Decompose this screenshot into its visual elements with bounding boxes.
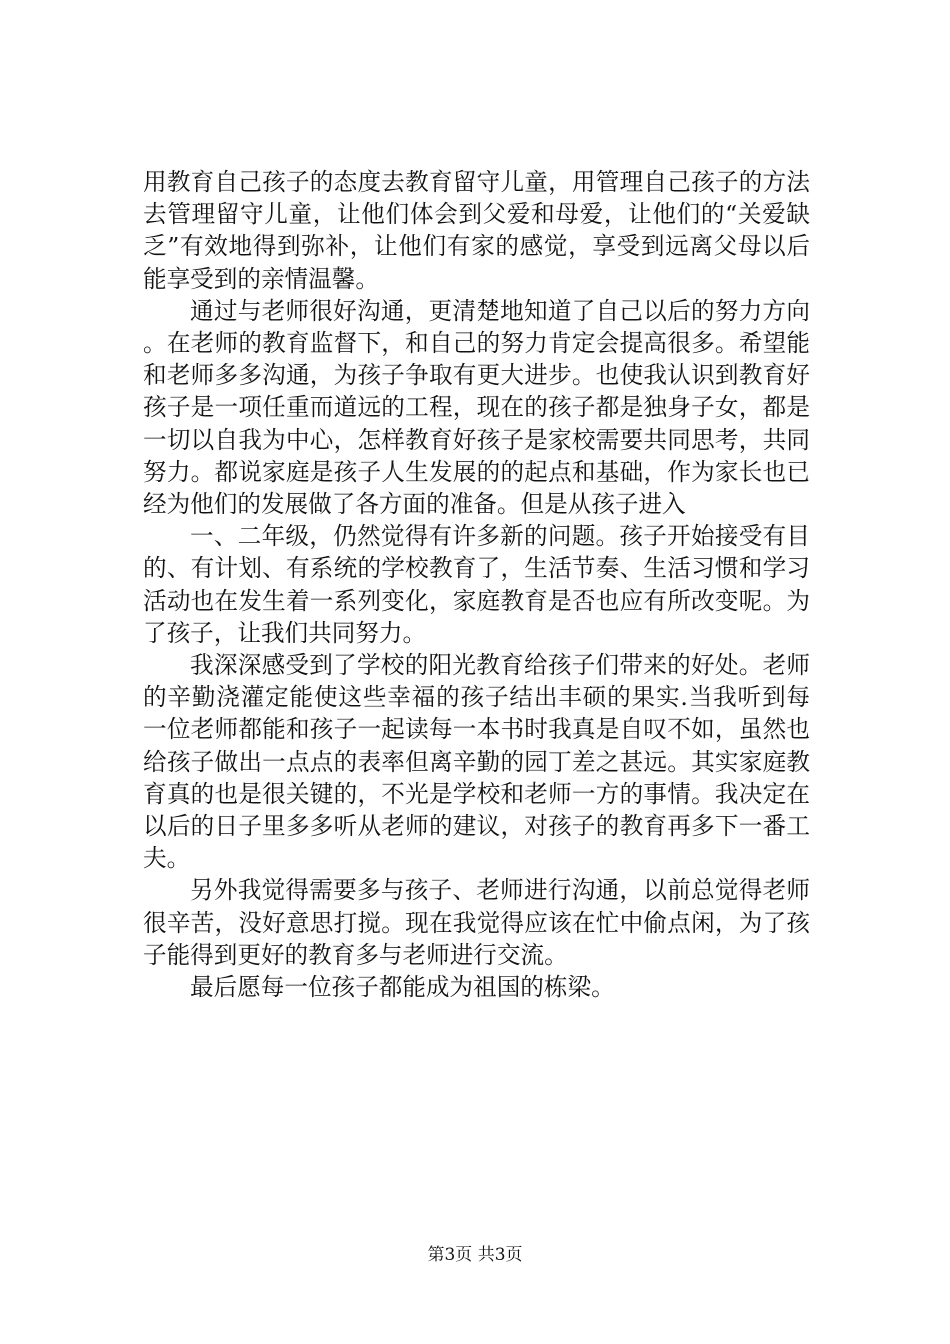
page-number-footer: 第3页 共3页 <box>427 1245 523 1265</box>
paragraph-more-communication: 另外我觉得需要多与孩子、老师进行沟通，以前总觉得老师很辛苦，没好意思打搅。现在我觉得应该在忙中偷点闲，为了孩子能得到更好的教育多与老师进行交流。 <box>143 876 810 969</box>
paragraph-continuation: 用教育自己孩子的态度去教育留守儿童，用管理自己孩子的方法去管理留守儿童，让他们体会到父爱和母爱，让他们的“关爱缺乏”有效地得到弥补，让他们有家的感觉，享受到远离父母以后能享受到的亲情温馨。 <box>143 168 810 293</box>
paragraph-communication: 通过与老师很好沟通，更清楚地知道了自己以后的努力方向。在老师的教育监督下，和自己的努力肯定会提高很多。希望能和老师多多沟通，为孩子争取有更大进步。也使我认识到教育好孩子是一项任重而道远的工程，现在的孩子都是独身子女，都是一切以自我为中心，怎样教育好孩子是家校需要共同思考，共同努力。都说家庭是孩子人生发展的的起点和基础，作为家长也已经为他们的发展做了各方面的准备。但是从孩子进入 <box>143 296 810 519</box>
paragraph-grade-change: 一、二年级，仍然觉得有许多新的问题。孩子开始接受有目的、有计划、有系统的学校教育了，生活节奏、生活习惯和学习活动也在发生着一系列变化，家庭教育是否也应有所改变呢。为了孩子，让我们共同努力。 <box>143 522 810 647</box>
paragraph-closing-wish: 最后愿每一位孩子都能成为祖国的栋梁。 <box>190 973 615 1002</box>
document-body <box>143 166 810 1003</box>
paragraph-sunshine-education: 我深深感受到了学校的阳光教育给孩子们带来的好处。老师的辛勤浇灌定能使这些幸福的孩子结出丰硕的果实.当我听到每一位老师都能和孩子一起读每一本书时我真是自叹不如，虽然也给孩子做出一点点的表率但离辛勤的园丁差之甚远。其实家庭教育真的也是很关键的，不光是学校和老师一方的事情。我决定在以后的日子里多多听从老师的建议，对孩子的教育再多下一番工夫。 <box>143 651 810 873</box>
